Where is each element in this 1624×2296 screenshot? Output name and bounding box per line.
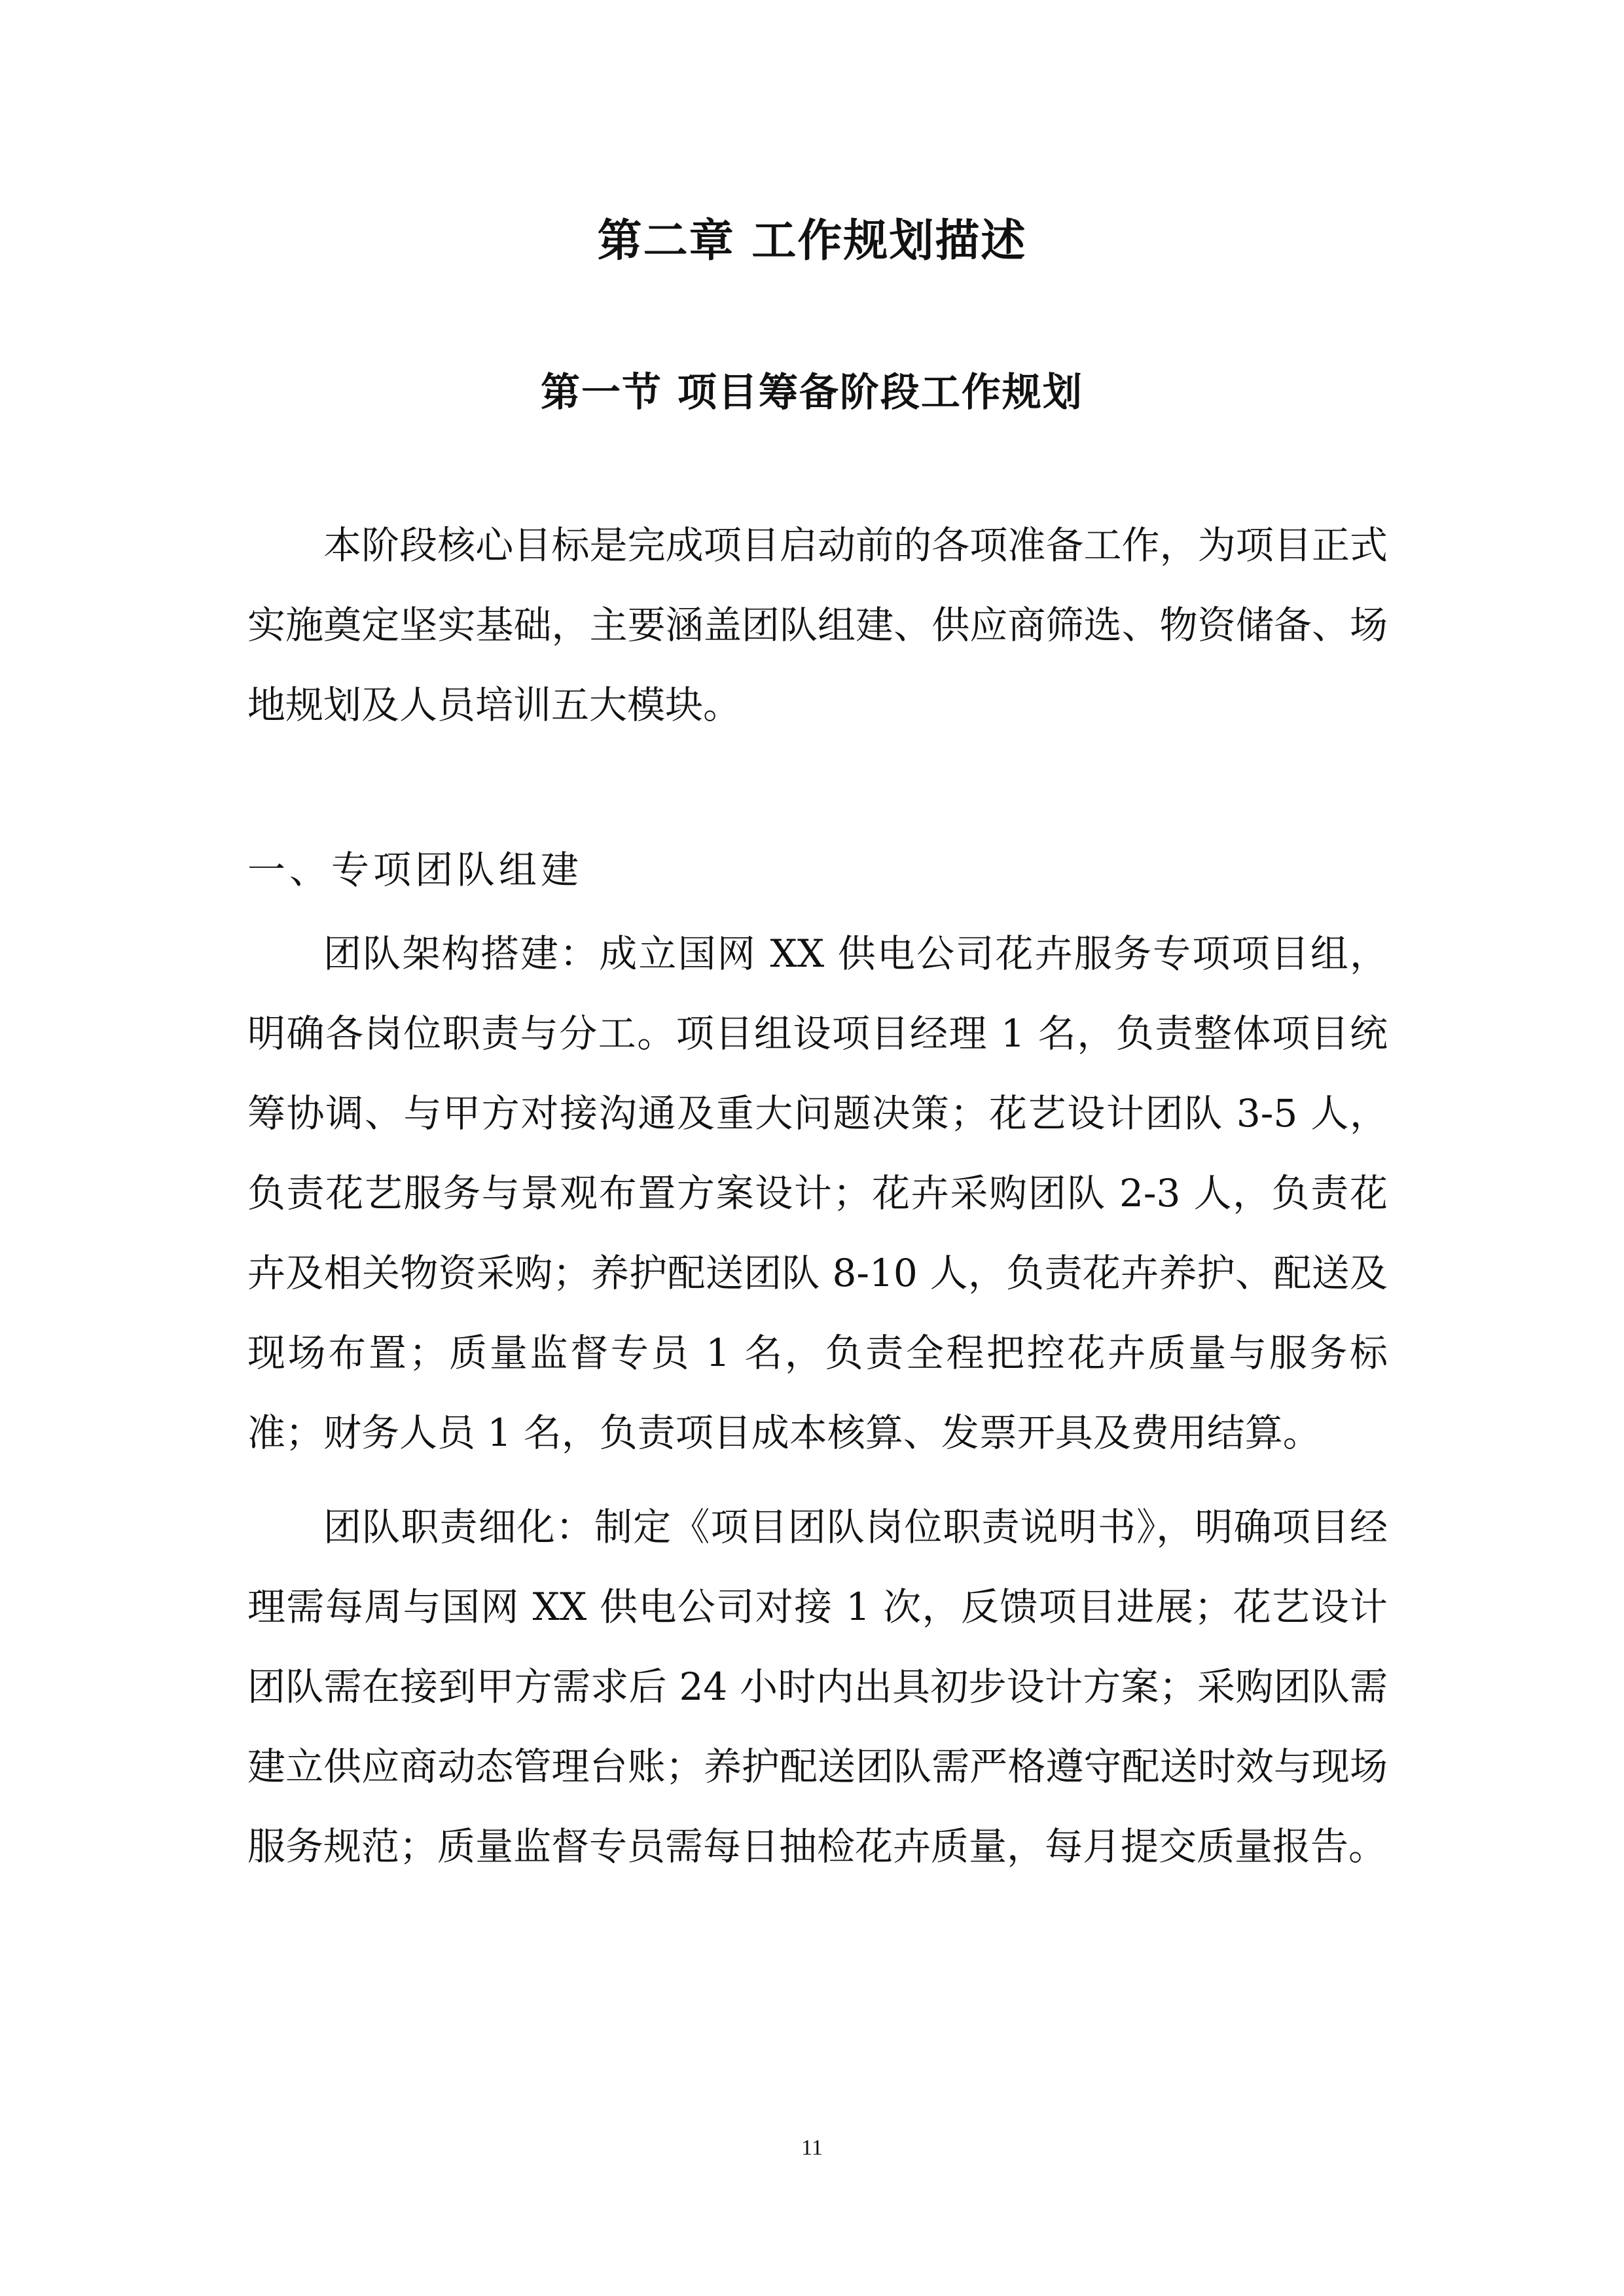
chapter-title: 第二章 工作规划描述 bbox=[597, 215, 1027, 267]
subsection-heading: 一、专项团队组建 bbox=[247, 848, 583, 892]
section-title: 第一节 项目筹备阶段工作规划 bbox=[541, 370, 1083, 416]
page-number: 11 bbox=[801, 2136, 823, 2160]
team-structure-paragraph: 团队架构搭建：成立国网 XX 供电公司花卉服务专项项目组，明确各岗位职责与分工。项目组设项目经理 1 名，负责整体项目统筹协调、与甲方对接沟通及重大问题决策；花艺设计团队 3-5 人，负责花艺服务与景观布置方案设计；花卉采购团队 2-3 人，负责花卉及相关物资采购；养护配送团队 8-10 人，负责花卉养护、配送及现场布置；质量监督专员 1 名，负责全程把控花卉质量与服务标准；财务人员 1 名，负责项目成本核算、发票开具及费用结算。 bbox=[247, 931, 1388, 1455]
intro-paragraph: 本阶段核心目标是完成项目启动前的各项准备工作，为项目正式实施奠定坚实基础，主要涵盖团队组建、供应商筛选、物资储备、场地规划及人员培训五大模块。 bbox=[247, 523, 1388, 727]
team-duty-paragraph: 团队职责细化：制定《项目团队岗位职责说明书》，明确项目经理需每周与国网 XX 供电公司对接 1 次，反馈项目进展；花艺设计团队需在接到甲方需求后 24 小时内出具初步设计方案；采购团队需建立供应商动态管理台账；养护配送团队需严格遵守配送时效与现场服务规范；质量监督专员需每日抽检花卉质量，每月提交质量报告。 bbox=[247, 1505, 1388, 1869]
